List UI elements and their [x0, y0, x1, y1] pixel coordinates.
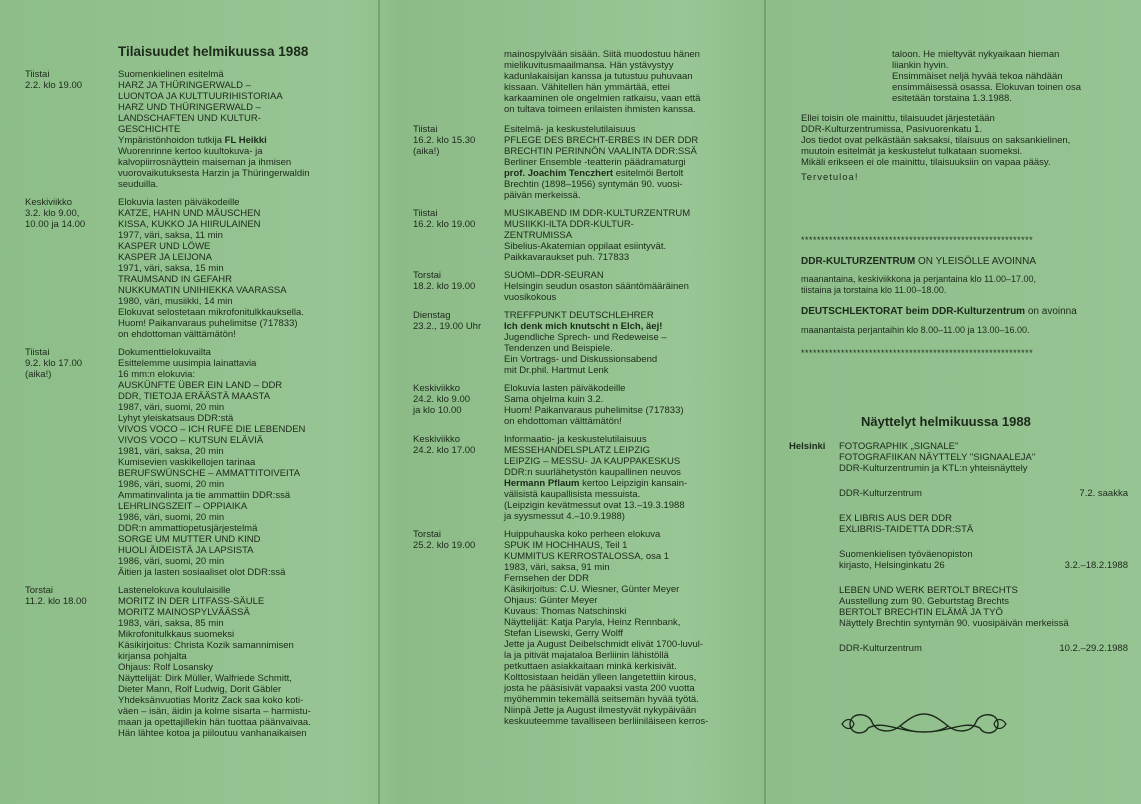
event-text-more: Jugendliche Sprech- und Redeweise – Tendenzen und Beispiele. Ein Vortrags- und Diskussionsabend mit Dr.phil. Hartmut Lenk [504, 332, 667, 376]
event-description [504, 383, 684, 427]
exhibition-date: 3.2.–18.2.1988 [1064, 560, 1128, 571]
event-text: Suomenkielinen esitelmä HARZ JA THÜRINGERWALD – LUONTOA JA KULTTUURIHISTORIAA HARZ UND THÜRINGERWALD – LANDSCHAFTEN UND KULTUR- GESCHICHTE Ympäristönhoidon tutkija [118, 69, 283, 146]
exhibition-place: DDR-Kulturzentrum [839, 488, 922, 499]
event-date: Torstai 11.2. klo 18.00 [25, 585, 87, 607]
event-text: Elokuvia lasten päiväkodeille Sama ohjelma kuin 3.2. Huom! Paikanvaraus puhelimitse (717833) on ehdottoman välttämätön! [504, 383, 684, 427]
event-description [118, 197, 304, 340]
event-description [118, 69, 310, 190]
exhibition-date: 10.2.–29.2.1988 [1059, 643, 1128, 654]
column-3 [789, 49, 1134, 668]
event-row [413, 434, 758, 522]
event-description [118, 347, 305, 578]
column-1 [25, 44, 375, 746]
event-text: Informaatio- ja keskustelutilaisuus MESSEHANDELSPLATZ LEIPZIG LEIPZIG – MESSU- JA KAUPPAKESKUS DDR:n suurlähetystön kaupallinen neuvos [504, 434, 681, 478]
event-row [25, 347, 375, 578]
event-highlight: FL Heikki [224, 135, 267, 146]
event-date: Torstai 25.2. klo 19.00 [413, 529, 476, 551]
exhibition-place-row [839, 549, 1134, 571]
kulturzentrum-open-text: ON YLEISÖLLE AVOINNA [915, 256, 1037, 267]
event-row [25, 197, 375, 340]
exhibitions-title: Näyttelyt helmikuussa 1988 [861, 414, 1031, 429]
exhibitions-block [789, 441, 1134, 668]
event-date: Tiistai 16.2. klo 19.00 [413, 208, 476, 230]
event-text: Esitelmä- ja keskustelutilaisuus PFLEGE DES BRECHT-ERBES IN DER DDR BRECHTIN PERINNÖN VAALINTA DDR:SSÄ Berliner Ensemble -teatterin päädramaturgi [504, 124, 699, 168]
exhibition-text: FOTOGRAPHIK „SIGNALE" FOTOGRAFIIKAN NÄYTTELY "SIGNAALEJA" DDR-Kulturzentrumin ja KTL:n yhteisnäyttely [839, 441, 1036, 474]
deutschlektorat-hours: maanantaista perjantaihin klo 8.00–11.00 ja 13.00–16.00. [801, 325, 1030, 335]
stars-divider-bottom: ********************************************************** [801, 348, 1034, 358]
event-date: Tiistai 2.2. klo 19.00 [25, 69, 83, 91]
event-date: Tiistai 9.2. klo 17.00 (aika!) [25, 347, 83, 380]
event-text: Elokuvia lasten päiväkodeille KATZE, HAHN UND MÄUSCHEN KISSA, KUKKO JA HIIRULAINEN 1977, väri, saksa, 11 min KASPER UND LÖWE KASPER JA LEIJONA 1971, väri, saksa, 15 min TRAUMSAND IN GEFAHR NUKKUMATIN UNIHIEKKA VAARASSA 1980, väri, musiikki, 14 min Elokuvat selostetaan mikrofonitulkkauksella. Huom! Paikanvaraus puhelimitse (717833) on ehdottoman välttämätön! [118, 197, 304, 340]
exhibition-text: EX LIBRIS AUS DER DDR EXLIBRIS-TAIDETTA DDR:STÄ [839, 513, 974, 535]
event-row [25, 585, 375, 739]
fold-line-left [378, 0, 380, 804]
exhibition-place-row [839, 643, 1134, 654]
event-highlight: prof. Joachim Tenczhert [504, 168, 614, 179]
event-description [504, 310, 667, 376]
deutschlektorat-open-text: on avoinna [1025, 306, 1077, 317]
event-text: MUSIKABEND IM DDR-KULTURZENTRUM MUSIIKKI-ILTA DDR-KULTUR- ZENTRUMISSA Sibelius-Akatemian oppilaat esiintyvät. Paikkavaraukset puh. 717833 [504, 208, 691, 263]
event-date: Torstai 18.2. klo 19.00 [413, 270, 476, 292]
deutschlektorat-title [801, 306, 1134, 317]
event-text-more: Wuorenrinne kertoo kuultokuva- ja kalvopiirrosnäyttein maiseman ja ihmisen vuorovaikutuksesta Harzin ja Thüringerwaldin seuduilla. [118, 146, 310, 190]
continued-text-2: taloon. He mieltyvät nykyaikaan hieman liiankin hyvin. Ensimmäiset neljä hyvää tekoa nähdään ensimmäisessä osassa. Elokuvan toinen osa esitetään torstaina 1.3.1988. [892, 49, 1082, 104]
deutschlektorat-name: DEUTSCHLEKTORAT beim DDR-Kulturzentrum [801, 306, 1026, 317]
column-2 [413, 49, 758, 734]
event-row [413, 208, 758, 263]
stars-divider-top: ********************************************************** [801, 235, 1034, 245]
event-date: Tiistai 16.2. klo 15.30 (aika!) [413, 124, 476, 157]
continued-text-1: mainospylvään sisään. Siitä muodostuu hänen mielikuvitusmaailmansa. Hän ystävystyy kadunlakaisijan kanssa ja tutustuu puhuvaan kissaan. Vähitellen hän ymmärtää, ettei karkaaminen ole ongelmien ratkaisu, vaan että on tultava toimeen erilaisten ihmisten kanssa. [504, 49, 701, 115]
exhibition-place: DDR-Kulturzentrum [839, 643, 922, 654]
event-row [413, 383, 758, 427]
event-text: Huippuhauska koko perheen elokuva SPUK IM HOCHHAUS, Teil 1 KUMMITUS KERROSTALOSSA, osa 1 1983, väri, saksa, 91 min Fernsehen der DDR Käsikirjoitus: C.U. Wiesner, Günter Meyer Ohjaus: Günter Meyer Kuvaus: Thomas Natschinski Näyttelijät: Katja Paryla, Heinz Rennbank, Stefan Lisewski, Gerry Wolff Jette ja August Deibelschmidt elivät 1700-luvul- la ja pitivät majataloa Berliinin lähistöllä petkuttaen asiakkaitaan minkä kerkisivät. Kolttosistaan heidän ylleen langetettiin kirous, josta he pääsisivät vapaaksi vasta 200 vuotta myöhemmin tekemällä seitsemän hyvää työtä. Niinpä Jette ja August ilmestyvät nykypäivään keskuuteemme tavalliseen berliiniläiseen kerros- [504, 529, 709, 727]
exhibition-place: Suomenkielisen työväenopiston kirjasto, Helsinginkatu 26 [839, 549, 973, 571]
fold-line-right [764, 0, 766, 804]
kulturzentrum-name: DDR-KULTURZENTRUM [801, 256, 916, 267]
kulturzentrum-open-title [801, 256, 1134, 267]
venue-note: Ellei toisin ole mainittu, tilaisuudet järjestetään DDR-Kulturzentrumissa, Pasivuorenkatu 1. Jos tiedot ovat pelkästään saksaksi, tilaisuus on saksankielinen, muutoin esitelmät ja keskustelut tulkataan suomeksi. Mikäli erikseen ei ole mainittu, tilaisuuksiin on vapaa pääsy. [801, 113, 1071, 168]
event-description [504, 529, 708, 727]
exhibition-text: LEBEN UND WERK BERTOLT BRECHTS Ausstellung zum 90. Geburtstag Brechts BERTOLT BRECHTIN ELÄMÄ JA TYÖ Näyttely Brechtin syntymän 90. vuosipäivän merkeissä [839, 585, 1069, 629]
events-list-1 [25, 69, 375, 739]
event-text: Lastenelokuva koululaisille MORITZ IN DER LITFASS-SÄULE MORITZ MAINOSPYLVÄÄSSÄ 1983, väri, saksa, 85 min Mikrofonitulkkaus suomeksi Käsikirjoitus: Christa Kozik samannimisen kirjansa pohjalta Ohjaus: Rolf Losansky Näyttelijät: Dirk Müller, Walfriede Schmitt, Dieter Mann, Rolf Ludwig, Dorit Gäbler Yhdeksänvuotias Moritz Zack saa koko koti- väen – isän, äidin ja kolme sisarta – harmistu- maan ja opettajillekin hän tuottaa päänvaivaa. Hän lähtee kotoa ja piiloutuu vanhanaikaisen [118, 585, 311, 739]
event-date: Keskiviikko 3.2. klo 9.00, 10.00 ja 14.00 [25, 197, 86, 230]
event-text-more: kertoo Leipzigin kansain- välisistä kaupallisista messuista. (Leipzigin kevätmessut ovat 13.–19.3.1988 ja syysmessut 4.–10.9.1988) [504, 478, 688, 522]
exhibition-place-row [839, 488, 1134, 499]
event-row [413, 529, 758, 727]
event-row [413, 270, 758, 303]
event-date: Dienstag 23.2., 19.00 Uhr [413, 310, 482, 332]
event-text: TREFFPUNKT DEUTSCHLEHRER [504, 310, 654, 321]
event-highlight: Ich denk mich knutscht n Elch, äej! [504, 321, 663, 332]
event-description [118, 585, 311, 739]
event-description [504, 434, 687, 522]
exhibition-item [839, 585, 1134, 654]
events-title: Tilaisuudet helmikuussa 1988 [118, 44, 309, 59]
event-description [504, 270, 689, 303]
exhibitions-list [839, 441, 1134, 668]
exhibition-date: 7.2. saakka [1079, 488, 1128, 499]
kulturzentrum-hours: maanantaina, keskiviikkona ja perjantaina klo 11.00–17.00, tiistaina ja torstaina klo 11.00–18.00. [801, 274, 1036, 295]
ornament-flourish-icon [838, 706, 1010, 742]
event-highlight: Hermann Pflaum [504, 478, 580, 489]
welcome-text: Tervetuloa! [801, 172, 859, 183]
exhibition-city: Helsinki [789, 441, 826, 452]
events-list-2 [413, 124, 758, 727]
event-description [504, 124, 698, 201]
event-text-more: esitelmöi Bertolt Brechtin (1898–1956) syntymän 90. vuosi- päivän merkeissä. [504, 168, 684, 201]
event-text: SUOMI–DDR-SEURAN Helsingin seudun osaston sääntömääräinen vuosikokous [504, 270, 689, 303]
event-date: Keskiviikko 24.2. klo 9.00 ja klo 10.00 [413, 383, 471, 416]
event-row [25, 69, 375, 190]
event-date: Keskiviikko 24.2. klo 17.00 [413, 434, 476, 456]
event-description [504, 208, 690, 263]
event-text: Dokumenttielokuvailta Esittelemme uusimpia lainattavia 16 mm:n elokuvia: AUSKÜNFTE ÜBER EIN LAND – DDR DDR, TIETOJA ERÄÄSTÄ MAASTA 1987, väri, suomi, 20 min Lyhyt yleiskatsaus DDR:stä VIVOS VOCO – ICH RUFE DIE LEBENDEN VIVOS VOCO – KUTSUN ELÄVIÄ 1981, väri, saksa, 20 min Kumisevien vaskikellojen tarinaa BERUFSWÜNSCHE – AMMATTITOIVEITA 1986, väri, suomi, 20 min Ammatinvalinta ja tie ammattiin DDR:ssä LEHRLINGSZEIT – OPPIAIKA 1986, väri, suomi, 20 min DDR:n ammattiopetusjärjestelmä SORGE UM MUTTER UND KIND HUOLI ÄIDEISTÄ JA LAPSISTA 1986, väri, suomi, 20 min Äitien ja lasten sosiaaliset olot DDR:ssä [118, 347, 306, 578]
exhibition-item [839, 441, 1134, 499]
exhibition-item [839, 513, 1134, 571]
event-row [413, 124, 758, 201]
event-row [413, 310, 758, 376]
